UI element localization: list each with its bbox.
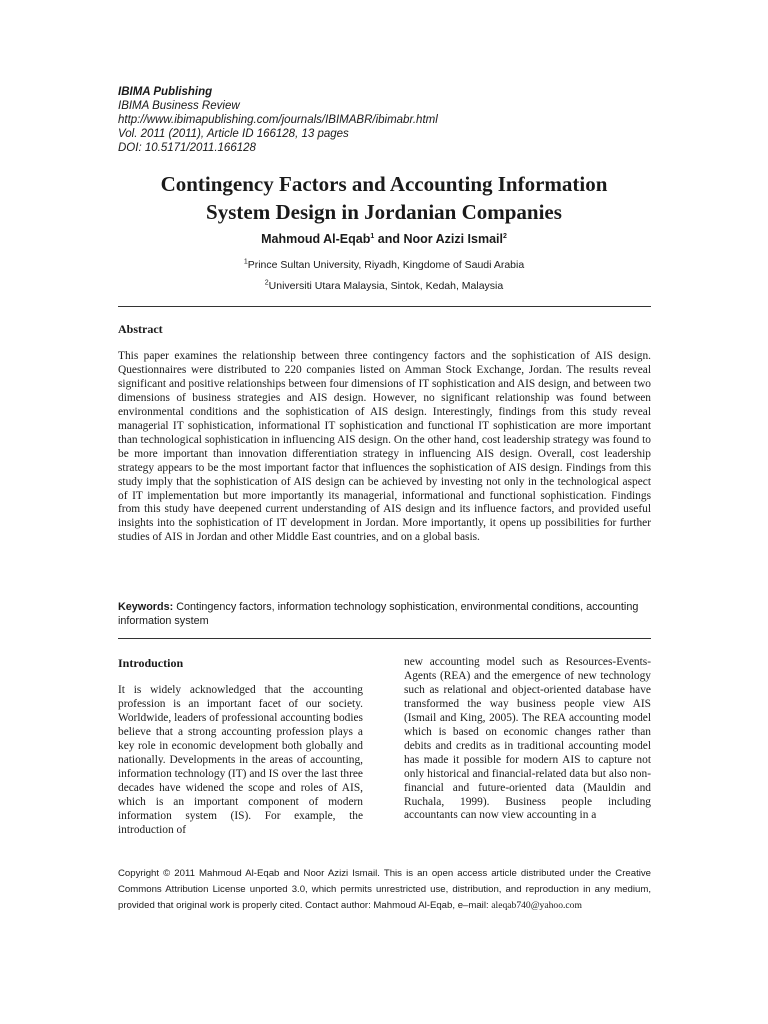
affiliation-1-mark: 1 [243, 258, 248, 266]
affiliation-2-text: Universiti Utara Malaysia, Sintok, Kedah, Malaysia [268, 280, 504, 292]
abstract-heading: Abstract [118, 322, 163, 336]
keywords-text: Contingency factors, information technology sophistication, environmental conditions, accounting information system [118, 601, 639, 627]
keywords-label: Keywords: [118, 601, 174, 613]
affiliation-1-text: Prince Sultan University, Riyadh, Kingdome of Saudi Arabia [247, 259, 525, 271]
paper-title [90, 170, 678, 226]
author-list [90, 232, 678, 246]
affiliation-2-mark: 2 [264, 279, 269, 287]
introduction-column-2: new accounting model such as Resources-Events-Agents (REA) and the emergence of new technology such as relational and object-oriented database have transformed the way business people view AIS (Ismail and King, 2005). The REA accounting model which is based on economic changes rather than debits and credits as in traditional accounting model has made it possible for modern AIS to capture not only historical and financial-related data but also non-financial and future-oriented data (Mauldin and Ruchala, 1999). Business people including accountants can now view accounting in a [404, 656, 651, 822]
keywords [118, 601, 651, 628]
abstract-text: This paper examines the relationship between three contingency factors and the sophistication of AIS design. Questionnaires were distributed to 220 companies listed on Amman Stock Exchange, Jordan. The results reveal significant and positive relationships between four dimensions of IT sophistication and AIS design, and between two dimensions of business strategies and AIS design. However, no significant relationship was found between environmental conditions and the sophistication of AIS design. Interestingly, findings from this study reveal managerial IT sophistication, informational IT sophistication and functional IT sophistication are more important than technological sophistication in influencing AIS design. On the other hand, cost leadership strategy was found to be more important than innovation differentiation strategy in influencing AIS design. Overall, cost leadership strategy appears to be the most important factor that influences the sophistication of AIS design. Findings from this study imply that the sophistication of AIS design can be achieved by investing not only in the technological aspect of IT implementation but more importantly its managerial, informational and functional sophistication. Findings from this study have deepened current understanding of AIS design and its influence factors, and provided useful insights into the sophistication of IT development in Jordan. More importantly, it opens up possibilities for further studies of AIS in Jordan and other Middle East countries, and on a global basis. [118, 350, 651, 544]
divider-bottom [118, 638, 651, 639]
author-2: Noor Azizi Ismail [403, 232, 503, 246]
author-1: Mahmoud Al-Eqab [261, 232, 371, 246]
journal-url: http://www.ibimapublishing.com/journals/IBIMABR/ibimabr.html [118, 114, 438, 126]
title-line-2: System Design in Jordanian Companies [206, 200, 562, 224]
introduction-heading: Introduction [118, 656, 184, 670]
title-line-1: Contingency Factors and Accounting Information [160, 172, 608, 196]
author-2-affiliation-mark: 2 [503, 232, 507, 240]
author-joiner: and [374, 232, 404, 246]
journal-name: IBIMA Business Review [118, 100, 240, 112]
publication-info [118, 85, 438, 155]
author-1-affiliation-mark: 1 [370, 232, 375, 240]
publisher-name: IBIMA Publishing [118, 86, 213, 98]
affiliation-1 [90, 259, 678, 271]
copyright-notice [118, 866, 651, 914]
introduction-column-1: It is widely acknowledged that the accounting profession is an important facet of our society. Worldwide, leaders of professional accounting bodies believe that a strong accounting profession plays a key role in economic development both globally and nationally. Developments in the areas of accounting, information technology (IT) and IS over the last three decades have widened the scope and roles of AIS, which is an important component of modern information system (IS). For example, the introduction of [118, 684, 363, 836]
contact-email: aleqab740@yahoo.com [491, 900, 582, 911]
doi: DOI: 10.5171/2011.166128 [118, 142, 256, 154]
copyright-text: Copyright © 2011 Mahmoud Al-Eqab and Noor Azizi Ismail. This is an open access article distributed under the Creative Commons Attribution License unported 3.0, which permits unrestricted use, distribution, and reproduction in any medium, provided that original work is properly cited. Contact author: Mahmoud Al-Eqab, e–mail: [118, 868, 651, 911]
volume-info: Vol. 2011 (2011), Article ID 166128, 13 pages [118, 128, 349, 140]
divider-top [118, 306, 651, 307]
affiliation-2 [90, 280, 678, 292]
